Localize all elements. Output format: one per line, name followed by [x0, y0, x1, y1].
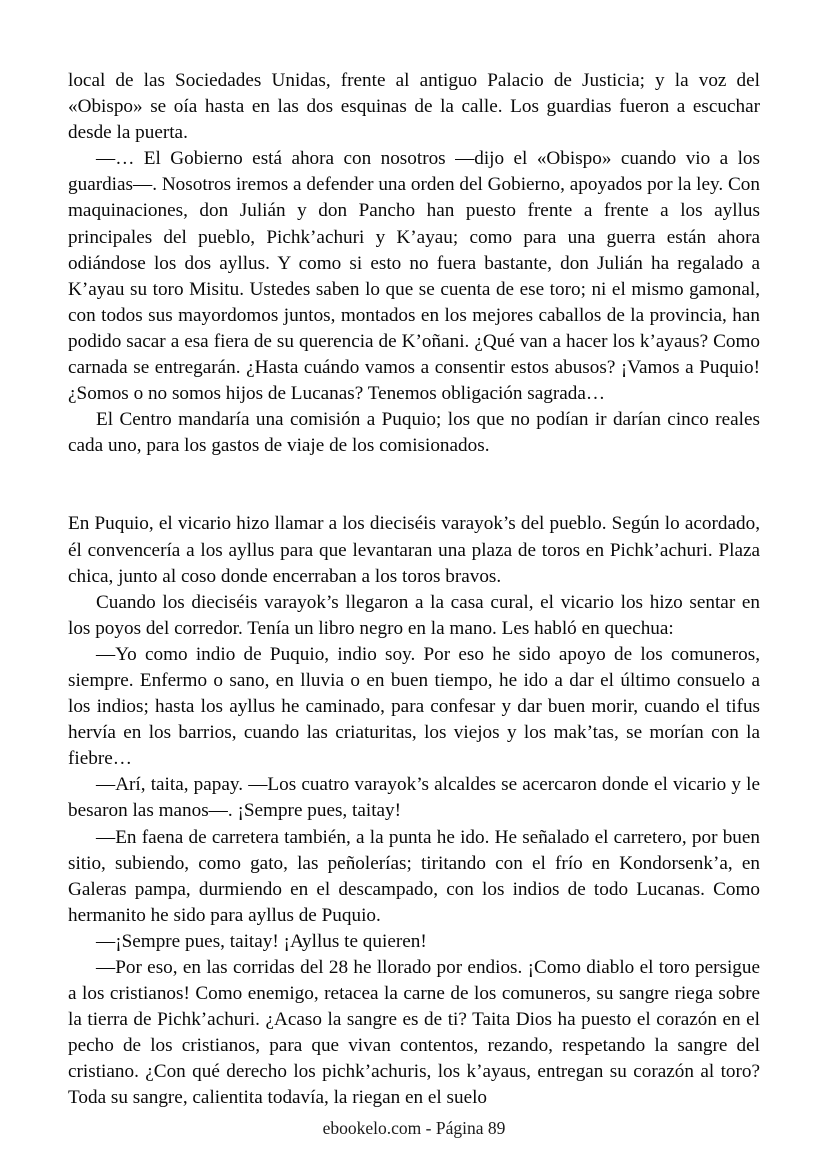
paragraph: —… El Gobierno está ahora con nosotros —dijo el «Obispo» cuando vio a los guardias—. Nosotros iremos a defender una orden del Gobierno, apoyados por la ley. Con maquinaciones, don Julián y don Pancho han puesto frente a frente a los ayllus principales del pueblo, Pichk’achuri y K’ayau; como para una guerra están ahora odiándose los dos ayllus. Y como si esto no fuera bastante, don Julián ha regalado a K’ayau su toro Misitu. Ustedes saben lo que se cuenta de ese toro; ni el mismo gamonal, con todos sus mayordomos juntos, montados en los mejores caballos de la provincia, han podido sacar a esa fiera de su querencia de K’oñani. ¿Qué van a hacer los k’ayaus? Como carnada se entregarán. ¿Hasta cuándo vamos a consentir estos abusos? ¡Vamos a Puquio! ¿Somos o no somos hijos de Lucanas? Tenemos obligación sagrada… — [68, 148, 760, 405]
paragraph: local de las Sociedades Unidas, frente al antiguo Palacio de Justicia; y la voz del «Obispo» se oía hasta en las dos esquinas de la calle. Los guardias fueron a escuchar desde la puerta. — [68, 70, 760, 144]
paragraph: —¡Sempre pues, taitay! ¡Ayllus te quieren! — [96, 930, 427, 952]
text-column — [68, 68, 760, 1112]
section-one — [68, 68, 760, 459]
section-break — [68, 459, 760, 511]
paragraph: —Arí, taita, papay. —Los cuatro varayok’s alcaldes se acercaron donde el vicario y le besaron las manos—. ¡Sempre pues, taitay! — [68, 774, 760, 822]
section-two — [68, 511, 760, 1111]
page-footer: ebookelo.com - Página 89 — [322, 1118, 506, 1138]
paragraph: Cuando los dieciséis varayok’s llegaron a la casa cural, el vicario los hizo sentar en los poyos del corredor. Tenía un libro negro en la mano. Les habló en quechua: — [68, 591, 760, 639]
paragraph: —En faena de carretera también, a la punta he ido. He señalado el carretero, por buen sitio, subiendo, como gato, las peñolerías; tiritando con el frío en Kondorsenk’a, en Galeras pampa, durmiendo en el descampado, con los indios de todo Lucanas. Como hermanito he sido para ayllus de Puquio. — [68, 826, 760, 926]
paragraph: —Por eso, en las corridas del 28 he llorado por endios. ¡Como diablo el toro persigue a los cristianos! Como enemigo, retacea la carne de los comuneros, su sangre riega sobre la tierra de Pichk’achuri. ¿Acaso la sangre es de ti? Taita Dios ha puesto el corazón en el pecho de los cristianos, para que vivan contentos, rezando, respetando la sangre del cristiano. ¿Con qué derecho los pichk’achuris, los k’ayaus, entregan su corazón al toro? Toda su sangre, calientita todavía, la riegan en el suelo — [68, 957, 760, 1109]
paragraph: El Centro mandaría una comisión a Puquio; los que no podían ir darían cinco reales cada uno, para los gastos de viaje de los comisionados. — [68, 409, 760, 457]
paragraph: En Puquio, el vicario hizo llamar a los dieciséis varayok’s del pueblo. Según lo acordado, él convencería a los ayllus para que levantaran una plaza de toros en Pichk’achuri. Plaza chica, junto al coso donde encerraban a los toros bravos. — [68, 513, 760, 587]
paragraph: —Yo como indio de Puquio, indio soy. Por eso he sido apoyo de los comuneros, siempre. Enfermo o sano, en lluvia o en buen tiempo, he ido a dar el último consuelo a los indios; hasta los ayllus he caminado, para confesar y dar buen morir, cuando el tifus hervía en los barrios, cuando las criaturitas, los viejos y los mak’tas, se morían con la fiebre… — [68, 643, 760, 770]
